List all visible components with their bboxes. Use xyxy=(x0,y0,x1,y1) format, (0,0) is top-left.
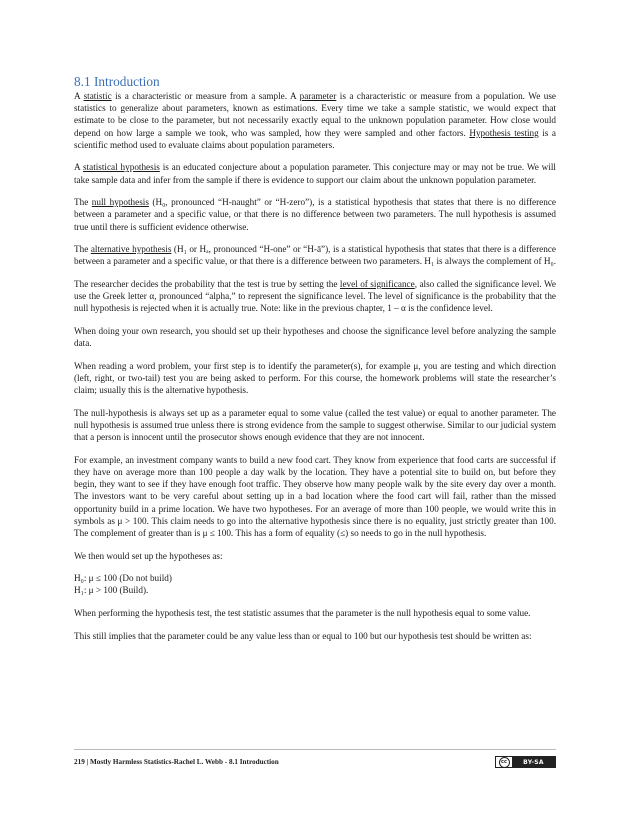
term-null-hypothesis: null hypothesis xyxy=(91,197,149,208)
section-heading: 8.1 Introduction xyxy=(74,74,160,89)
footer-text: 219 | Mostly Harmless Statistics-Rachel L. Webb - 8.1 Introduction xyxy=(74,758,279,766)
term-statistic: statistic xyxy=(83,91,112,101)
document-page xyxy=(74,74,556,652)
paragraph-null-hypothesis: The null hypothesis (H₀, pronounced “H-naught” or “H-zero”), is a statistical hypothesis that states that there is no difference between a parameter and a specific value, or that there is no difference between two parameters. The null hypothesis is assumed true until there is sufficient evidence otherwise. xyxy=(74,197,556,232)
license-label: BY-SA xyxy=(512,757,555,767)
paragraph-own-research: When doing your own research, you should set up their hypotheses and choose the significance level before analyzing the sample data. xyxy=(74,326,556,349)
hypothesis-h0: H₀: μ ≤ 100 (Do not build) xyxy=(74,573,172,584)
page-footer xyxy=(74,749,556,766)
paragraph-statistic-parameter: A statistic is a characteristic or measure from a sample. A parameter is a characteristic or measure from a population. We use statistics to generalize about parameters, known as estimations. Every time we take a sample statistic, we would expect that estimate to be close to the parameter, but not necessarily exactly equal to the unknown population parameter. How close would depend on how large a sample we took, who was sampled, how they were sampled and other factors. Hypothesis testing is a scientific method used to evaluate claims about population parameters. xyxy=(74,91,556,150)
term-statistical-hypothesis: statistical hypothesis xyxy=(82,162,160,173)
paragraph-level-of-significance: The researcher decides the probability that the test is true by setting the level of significance, also called the significance level. We use the Greek letter α, pronounced “alpha,” to represent the significance level. The level of significance is the probability that the null hypothesis is rejected when it is actually true. Note: like in the previous chapter, 1 – α is the confidence level. xyxy=(74,279,556,314)
term-parameter: parameter xyxy=(299,91,337,101)
paragraph-word-problem: When reading a word problem, your first step is to identify the parameter(s), for example μ, you are testing and which direction (left, right, or two-tail) test you are being asked to perform. For this course, the homework problems will state the researcher’s claim; usually this is the alternative hypothesis. xyxy=(74,360,556,396)
cc-icon: cc xyxy=(496,757,512,767)
term-hypothesis-testing: Hypothesis testing xyxy=(469,127,539,138)
paragraph-test-statistic: When performing the hypothesis test, the test statistic assumes that the parameter is the null hypothesis equal to some value. xyxy=(74,608,531,618)
paragraph-alternative-hypothesis: The alternative hypothesis (H₁ or Hₐ, pronounced “H-one” or “H-ā”), is a statistical hypothesis that states that there is a difference between a parameter and a specific value, or that there is a difference between two parameters. H₁ is always the complement of H₀. xyxy=(74,244,556,267)
paragraph-statistical-hypothesis: A statistical hypothesis is an educated conjecture about a population parameter. This conjecture may or may not be true. We will take sample data and infer from the sample if there is evidence to support our claim about the unknown population parameter. xyxy=(74,162,556,185)
paragraph-null-setup: The null-hypothesis is always set up as a parameter equal to some value (called the test value) or equal to another parameter. The null hypothesis is assumed true unless there is strong evidence from the sample to suggest otherwise. Similar to our judicial system that a person is innocent until the prosecutor shows enough evidence that they are not innocent. xyxy=(74,407,557,443)
cc-license-badge[interactable] xyxy=(495,756,556,768)
term-level-of-significance: level of significance xyxy=(339,279,415,289)
paragraph-setup-hypotheses: We then would set up the hypotheses as: xyxy=(74,550,223,561)
paragraph-still-implies: This still implies that the parameter could be any value less than or equal to 100 but our hypothesis test should be written as: xyxy=(74,630,532,641)
term-alternative-hypothesis: alternative hypothesis xyxy=(90,244,172,255)
hypothesis-h1: H₁: μ > 100 (Build). xyxy=(74,585,149,596)
paragraph-food-cart-example: For example, an investment company wants to build a new food cart. They know from experience that food carts are successful if they have on average more than 100 people a day walk by the location. They have a potential site to build on, but before they begin, they want to see if they have enough foot traffic. They observe how many people walk by the site every day over a month. The investors want to be very careful about setting up in a bad location where the food cart will fail, rather than the missed opportunity build in a prime location. We have two hypotheses. For an average of more than 100 people, we would write this in symbols as μ > 100. This claim needs to go into the alternative hypothesis since there is no equality, just strictly greater than 100. The complement of greater than is μ ≤ 100. This has a form of equality (≤) so needs to go in the null hypothesis. xyxy=(74,454,556,539)
